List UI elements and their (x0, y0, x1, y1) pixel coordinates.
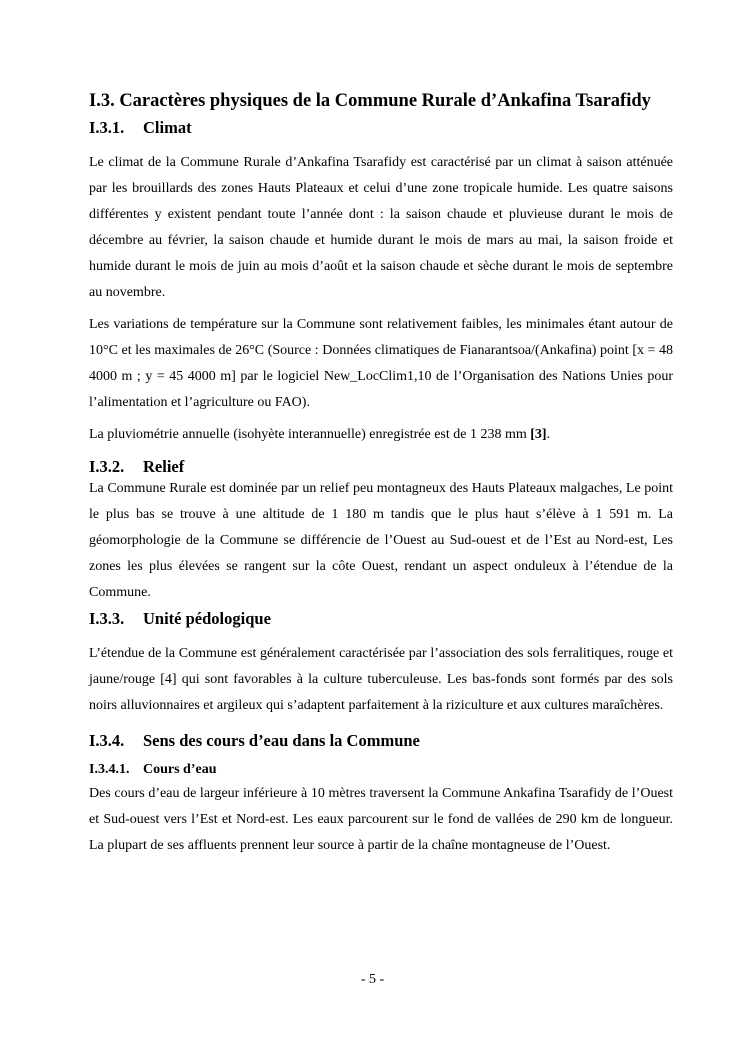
page-number: - 5 - (360, 972, 385, 987)
climat-paragraph-3-end: . (546, 427, 551, 442)
pedologie-heading-number: I.3.3. (89, 609, 125, 628)
pedologie-heading (89, 608, 673, 630)
climat-paragraph-3 (89, 422, 673, 448)
cours-paragraph: Des cours d’eau de largeur inférieure à 10 mètres traversent la Commune Ankafina Tsarafidy de l’Ouest et Sud-ouest vers l’Est et Nord-est. Les eaux parcourent sur le fond de vallées de 290 km de longueur. La plupart de ses affluents prennent leur source à partir de la chaîne montagneuse de l’Ouest. (89, 786, 673, 853)
climat-heading-title: Climat (143, 118, 192, 137)
climat-paragraph-2: Les variations de température sur la Commune sont relativement faibles, les minimales étant autour de 10°C et les maximales de 26°C (Source : Données climatiques de Fianarantsoa/(Ankafina) point [x = 48 4000 m ; y = 45 4000 m] par le logiciel New_LocClim1,10 de l’Organisation des Nations Unies pour l’alimentation et l’agriculture ou FAO). (89, 317, 673, 410)
cours-heading (89, 730, 673, 752)
cours-subheading (89, 760, 673, 780)
cours-heading-number: I.3.4. (89, 731, 125, 750)
relief-heading-title: Relief (143, 457, 185, 476)
climat-reference: [3] (530, 427, 547, 442)
climat-paragraph-3-text: La pluviométrie annuelle (isohyète interannuelle) enregistrée est de 1 238 mm (89, 427, 531, 442)
cours-heading-title: Sens des cours d’eau dans la Commune (143, 731, 420, 750)
climat-paragraph-1: Le climat de la Commune Rurale d’Ankafina Tsarafidy est caractérisé par un climat à saison atténuée par les brouillards des zones Hauts Plateaux et celui d’une zone tropicale humide. Les quatre saisons différentes y existent pendant toute l’année dont : la saison chaude et pluvieuse durant le mois de décembre au février, la saison chaude et humide durant le mois de mars au mai, la saison froide et humide durant le mois de juin au mois d’août et la saison chaude et sèche durant le mois de septembre au novembre. (89, 155, 673, 300)
section-heading: I.3. Caractères physiques de la Commune Rurale d’Ankafina Tsarafidy (89, 91, 651, 111)
document-page (89, 89, 673, 859)
pedologie-heading-title: Unité pédologique (143, 609, 271, 628)
relief-heading (89, 456, 673, 478)
climat-heading-number: I.3.1. (89, 118, 125, 137)
relief-paragraph: La Commune Rurale est dominée par un relief peu montagneux des Hauts Plateaux malgaches, Le point le plus bas se trouve à une altitude de 1 180 m tandis que le plus haut s’élève à 1 591 m. La géomorphologie de la Commune se différencie de l’Ouest au Sud-ouest et de l’Est au Nord-est, Les zones les plus élevées se rangent sur la côte Ouest, rendant un aspect onduleux à l’étendue de la Commune. (89, 481, 673, 600)
climat-heading (89, 117, 673, 139)
cours-subheading-number: I.3.4.1. (89, 762, 130, 777)
pedologie-paragraph: L’étendue de la Commune est généralement caractérisée par l’association des sols ferralitiques, rouge et jaune/rouge [4] qui sont favorables à la culture tuberculeuse. Les bas-fonds sont formés par des sols noirs alluvionnaires et argileux qui s’adaptent parfaitement à la riziculture et aux cultures maraîchères. (89, 646, 673, 713)
relief-heading-number: I.3.2. (89, 457, 125, 476)
cours-subheading-title: Cours d’eau (143, 762, 217, 777)
